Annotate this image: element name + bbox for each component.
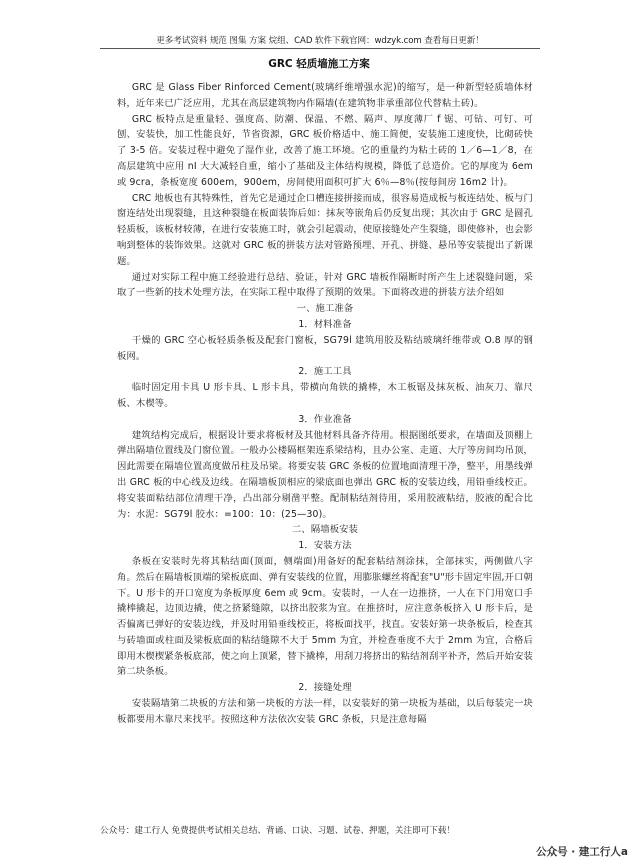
paragraph-method-intro: 通过对实际工程中施工经验进行总结、验证，针对 GRC 墙板作隔断时所产生上述裂缝问题，采取了一些新的技术处理方法，在实际工程中取得了预期的效果。下面将改进的拼装方法介绍如: [117, 271, 533, 299]
subheading-work-prep: 3．作业准备: [298, 413, 352, 425]
subheading-tools: 2．施工工具: [298, 366, 352, 378]
watermark-label: 公众号 · 建工行人a: [536, 846, 628, 858]
paragraph-joint-treatment: 安装隔墙第二块板的方法和第一块板的方法一样，以安装好的第一块板为基础，以后每装完一块板都要用木靠尺来找平。按照这种方法依次安装 GRC 条板，只是注意每隔: [117, 698, 533, 725]
document-title: GRC 轻质墙施工方案: [268, 58, 370, 70]
document-body: [117, 80, 533, 728]
paragraph-tools: 临时固定用卡具 U 形卡具、L 形卡具，带横向角铁的撬棒，木工板锯及抹灰板、油灰刀、靠尺板、木楔等。: [117, 382, 533, 409]
paragraph-features: GRC 板特点是重量轻、强度高、防潮、保温、不燃、隔声、厚度薄厂 f 锯、可钻、可钉、可刨、安装快，加工性能良好，节省资源，GRC 板价格适中、施工简便，安装施工速度快，比砌砖快了 3-5 倍。安装过程中避免了湿作业，改善了施工环境。它的重量约为粘土砖的 1／6—1／8，在高层建筑中应用 nI 大大减轻自重，缩小了基础及主体结构规模，降低了总造价。它的厚度为 6em 或 9cra，条板宽度 600em，900em，房间使用面积可扩大 6％—8％(按每间房 16m2 计)。: [117, 113, 533, 188]
paragraph-install-method: 条板在安装时先将其粘结面(顶面，侧端面)用备好的配套粘结剂涂抹，全部抹实，两侧做八字角。然后在隔墙板顶端的梁板底面、弹有安装线的位置，用膨胀螺丝将配套"U"形卡固定牢固,开口朝下。U 形卡的开口宽度为条板厚度 6em 或 9cm。安装时，一人在一边推挤，一人在下门用宽口手撬棒撬起，边顶边撬，使之挤紧缝隙，以挤出胶浆为宜。在推挤时，应注意条板挤入 U 形卡后，是否偏离已弹好的安装边线，并及时用铅垂线校正，将板面找平，找直。安装好第一块条板后，检查其与砖墙面或柱面及梁板底面的粘结缝隙不大于 5mm 为宜，并检查垂度不大于 2mm 为宜，合格后即用木楔楔紧条板底部，使之向上顶紧，替下撬棒，用刮刀将挤出的粘结剂刮平补齐，然后开始安装第二块条板。: [117, 555, 533, 678]
paragraph-materials: 干燥的 GRC 空心板轻质条板及配套门窗板，SG79l 建筑用胶及粘结玻璃纤维带或 O.8 厚的钢板网。: [117, 334, 533, 362]
paragraph-intro: GRC 是 Glass Fiber Rinforced Cement(玻璃纤维增强水泥)的缩写，是一种新型轻质墙体材料，近年来已广泛应用，尤其在高层建筑物内作隔墙(在建筑物非承重部位代替粘土砖)。: [117, 82, 533, 109]
page-footer: 公众号：建工行人 免费提供考试相关总结、背诵、口诀、习题、试卷、押题，关注即可下载！: [100, 826, 456, 836]
section-heading-installation: 二、隔墙板安装: [291, 524, 359, 536]
subheading-install-method: 1．安装方法: [298, 540, 352, 552]
header-divider: [100, 48, 540, 49]
paragraph-issues: CRC 地板也有其特殊性，首先它是通过企口槽连接拼接而成，很容易造成板与板连结处、板与门窗连结处出现裂缝，且这种裂缝在板面装饰后如：抹灰等嵌角后仍反复出现；其次由于 GRC 是圆孔轻质板，该板材较薄，在进行安装施工时，就会引起震动，使原接缝处产生裂缝，即使修补，也会影响到整体的装饰效果。这就对 GRC 板的拼装方法对管路预埋、开孔、拼缝、悬吊等安装提出了新课题。: [117, 192, 533, 267]
paragraph-work-prep: 建筑结构完成后，根据设计要求将板材及其他材料具备齐待用。根据图纸要求，在墙面及顶棚上弹出隔墙位置线及门窗位置。一般办公楼隔框架连系梁结构，且办公室、走道、大厅等房间均吊顶，因此需要在隔墙位置高度做吊柱及吊梁。将要安装 GRC 条板的位置地面清理干净，整平，用墨线弹出 GRC 板的中心线及边线。在隔墙板顶相应的梁底面也弹出 GRC 板的安装边线，用铅垂线校正。将安装面粘结部位清理干净，凸出部分剔凿平整。配制粘结剂待用，采用胶液粘结，胶液的配合比为：水泥：SG79l 胶水：=100：10：(25—30)。: [117, 429, 533, 520]
subheading-materials: 1．材料准备: [298, 318, 352, 330]
page-header: 更多考试资料 规范 图集 方案 烷组、CAD 软件下载官网：wdzyk.com 查看每日更新！: [156, 36, 484, 46]
subheading-joint-treatment: 2．接缝处理: [298, 682, 352, 694]
section-heading-preparation: 一、施工准备: [296, 303, 354, 315]
